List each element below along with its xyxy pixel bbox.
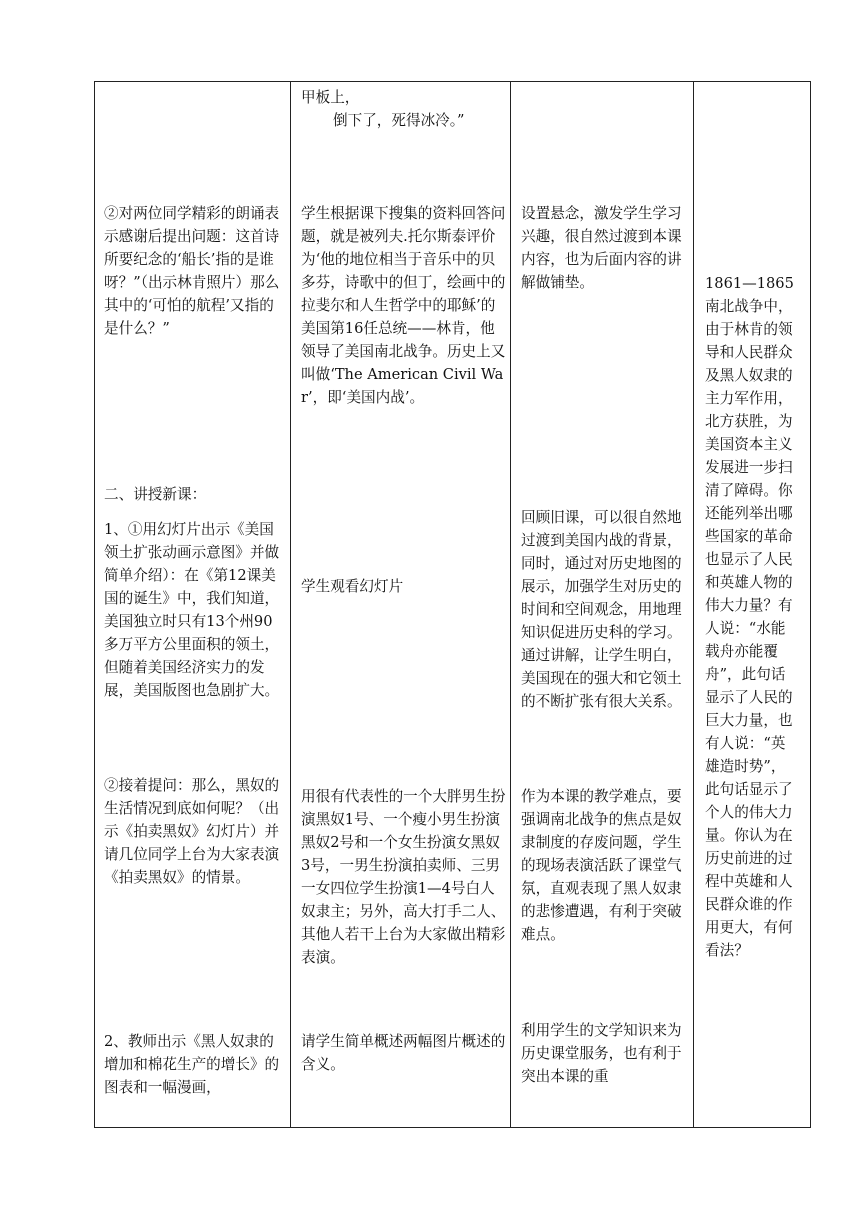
discussion-question: 1861—1865南北战争中，由于林肯的领导和人民群众及黑人奴隶的主力军作用，北方获胜，为美国资本主义发展进一步扫清了障碍。你还能列举出哪些国家的革命也显示了人民和英雄人物的伟大力量？有人说：“水能载舟亦能覆舟”，此句话显示了人民的巨大力量，也有人说：“英雄造时势”，此句话显示了个人的伟大力量。你认为在历史前进的过程中英雄和人民群众谁的作用更大，有何看法？ <box>705 275 794 959</box>
student-summarize-images: 请学生简单概述两幅图片概述的含义。 <box>301 1033 506 1073</box>
teacher-chart-slide: 2、教师出示《黑人奴隶的增加和棉花生产的增长》的图表和一幅漫画， <box>104 1033 280 1096</box>
column-divider <box>290 82 291 1127</box>
section-heading-new-lesson: 二、讲授新课： <box>104 486 207 503</box>
poem-line: 甲板上， <box>301 89 360 106</box>
student-role-play: 用很有代表性的一个大胖男生扮演黑奴1号、一个瘦小男生扮演黑奴2号和一个女生扮演女黑奴3号，一男生扮演拍卖师、三男一女四位学生扮演1—4号白人奴隶主；另外，高大打手二人、其他人若干上台为大家做出精彩表演。 <box>301 788 506 966</box>
column-divider <box>693 82 694 1127</box>
teacher-question-captain: ②对两位同学精彩的朗诵表示感谢后提出问题：这首诗所要纪念的‘船长’指的是谁呀？”（出示林肯照片）那么其中的‘可怕的航程’又指的是什么？” <box>104 205 280 337</box>
teacher-territory-slide: 1、①用幻灯片出示《美国领土扩张动画示意图》并做简单介绍）：在《第12课美国的诞生》中，我们知道，美国独立时只有13个州90多万平方公里面积的领土，但随着美国经济实力的发展，美国版图也急剧扩大。 <box>104 521 280 699</box>
column-divider <box>510 82 511 1127</box>
lesson-plan-table <box>94 81 811 1128</box>
intent-difficulty: 作为本课的教学难点，要强调南北战争的焦点是奴隶制度的存废问题，学生的现场表演活跃了课堂气氛，直观表现了黑人奴隶的悲惨遭遇，有利于突破难点。 <box>521 788 682 943</box>
intent-review: 回顾旧课，可以很自然地过渡到美国内战的背景，同时，通过对历史地图的展示，加强学生对历史的时间和空间观念，用地理知识促进历史科的学习。通过讲解，让学生明白，美国现在的强大和它领土的不断扩张有很大关系。 <box>521 509 682 710</box>
poem-line: 倒下了，死得冰冷。” <box>333 112 465 129</box>
student-answer-lincoln: 学生根据课下搜集的资料回答问题，就是被列夫.托尔斯泰评价为‘他的地位相当于音乐中的贝多芬，诗歌中的但丁，绘画中的拉斐尔和人生哲学中的耶稣’的美国第16任总统——林肯，他领导了美国南北战争。历史上又叫做‘The American Civil War’，即‘美国内战’。 <box>301 205 506 406</box>
intent-literature: 利用学生的文学知识来为历史课堂服务，也有利于突出本课的重 <box>521 1022 682 1085</box>
intent-suspense: 设置悬念，激发学生学习兴趣，很自然过渡到本课内容，也为后面内容的讲解做铺垫。 <box>521 205 682 291</box>
teacher-slave-question: ②接着提问：那么，黑奴的生活情况到底如何呢？（出示《拍卖黑奴》幻灯片）并请几位同学上台为大家表演《拍卖黑奴》的情景。 <box>104 777 280 886</box>
student-watch-slides: 学生观看幻灯片 <box>301 578 404 595</box>
